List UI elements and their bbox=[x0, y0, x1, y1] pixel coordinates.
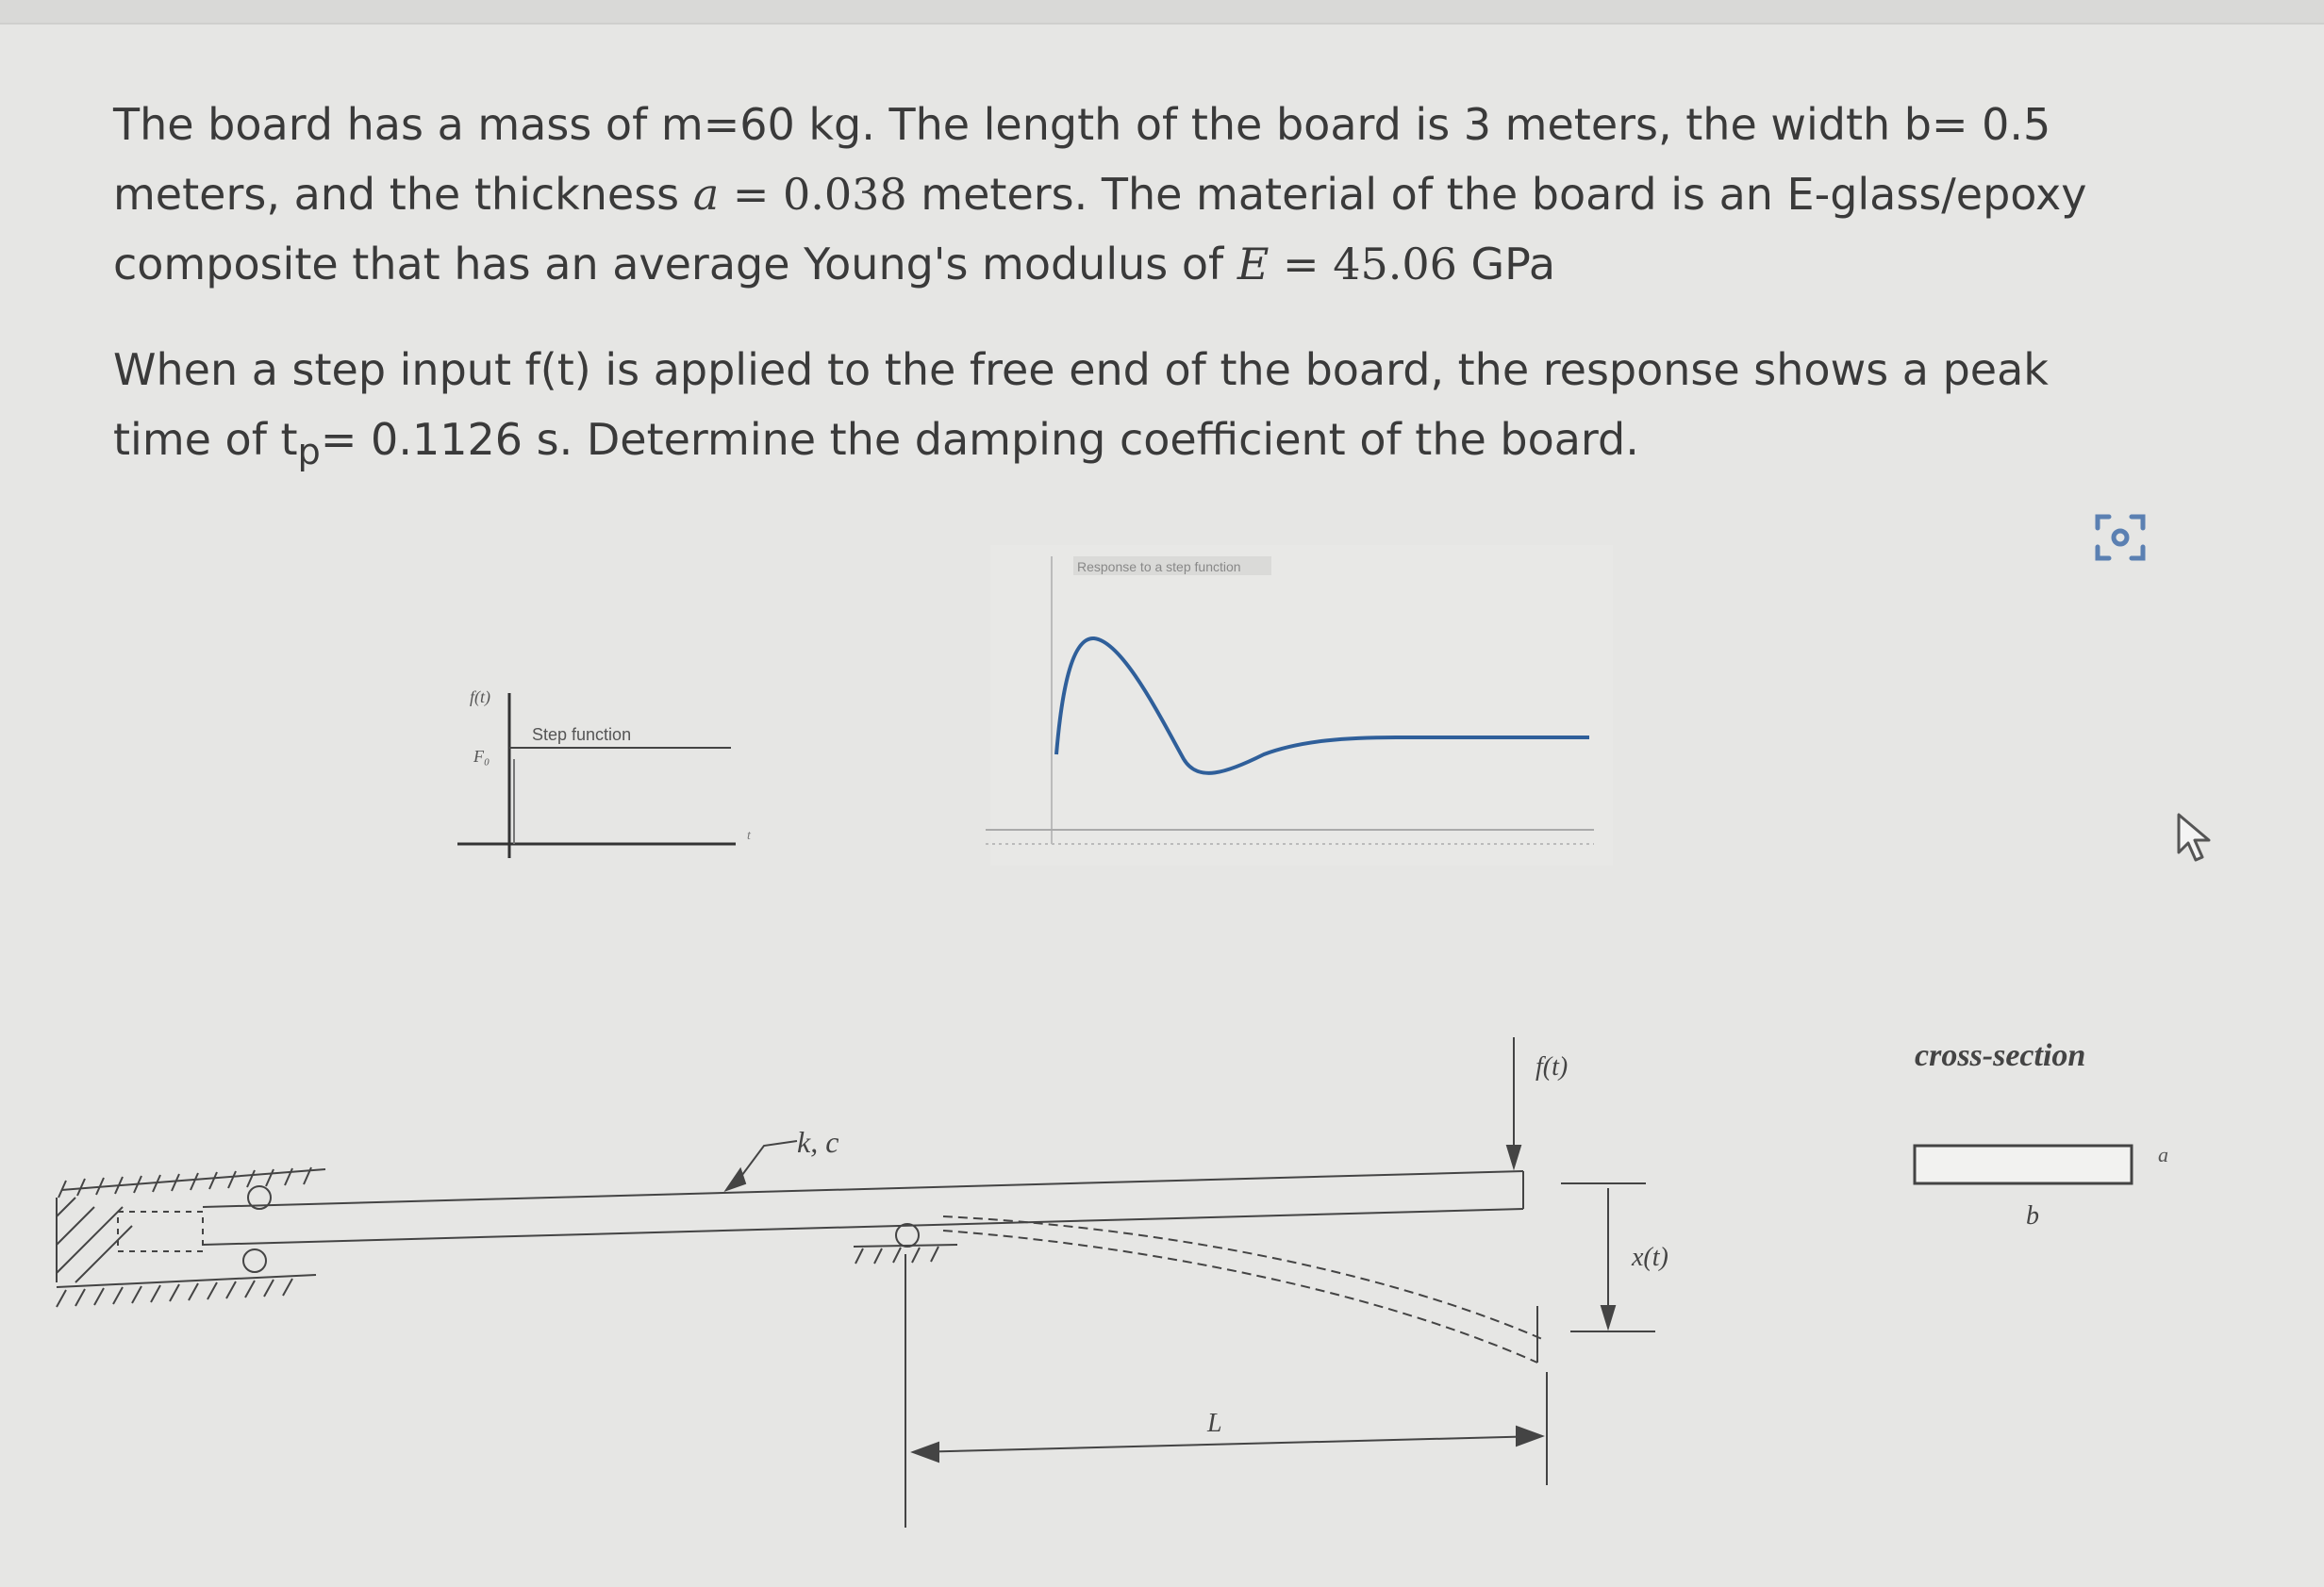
step-plot-y-label: f(t) bbox=[470, 687, 490, 706]
var-a: a bbox=[692, 169, 720, 220]
cross-section bbox=[1915, 1146, 2132, 1183]
beam-schematic bbox=[57, 1037, 1655, 1528]
figure bbox=[0, 490, 2324, 1584]
roller-support bbox=[854, 1224, 957, 1528]
response-plot-title: Response to a step function bbox=[1077, 559, 1241, 574]
spring-damper-pointer bbox=[726, 1141, 797, 1190]
force-label: f(t) bbox=[1536, 1052, 1569, 1082]
step-plot-x-label: t bbox=[747, 829, 751, 843]
wall-support bbox=[57, 1167, 325, 1307]
force-arrow bbox=[1507, 1037, 1520, 1167]
window-top-edge bbox=[0, 0, 2324, 25]
problem-paragraph-2: When a step input f(t) is applied to the free end of the board, the response shows a peak time of $t_p= 0.1126$ s. Determine the damping coefficient of the board. bbox=[113, 344, 2049, 474]
deflection-label: x(t) bbox=[1632, 1243, 1668, 1272]
var-E: E bbox=[1237, 239, 1270, 289]
step-plot-level-label: F₀ bbox=[473, 747, 490, 766]
cross-section-height-label: a bbox=[2158, 1143, 2168, 1166]
beam bbox=[203, 1171, 1542, 1363]
thickness-value: = 0.038 bbox=[719, 169, 907, 220]
response-plot bbox=[986, 545, 1613, 866]
youngs-modulus-value: = 45.06 bbox=[1269, 239, 1457, 289]
problem-paragraph-1: The board has a mass of m=60 kg. The length of the board is 3 meters, the width b= 0.5 meters, and the thickness a = 0.038 meters. The material of the board is an E-glass/epoxy composite that has an average Young's modulus of E = 45.06 GPa bbox=[113, 99, 2087, 289]
cross-section-title: cross-section bbox=[1915, 1038, 2086, 1073]
step-plot-curve-label: Step function bbox=[532, 725, 632, 744]
spring-damper-label: k, c bbox=[797, 1125, 839, 1159]
problem-statement bbox=[113, 90, 2141, 523]
length-label: L bbox=[1207, 1409, 1222, 1438]
length-dimension bbox=[913, 1372, 1547, 1485]
step-function-plot bbox=[457, 687, 752, 858]
cross-section-width-label: b bbox=[2026, 1201, 2039, 1231]
